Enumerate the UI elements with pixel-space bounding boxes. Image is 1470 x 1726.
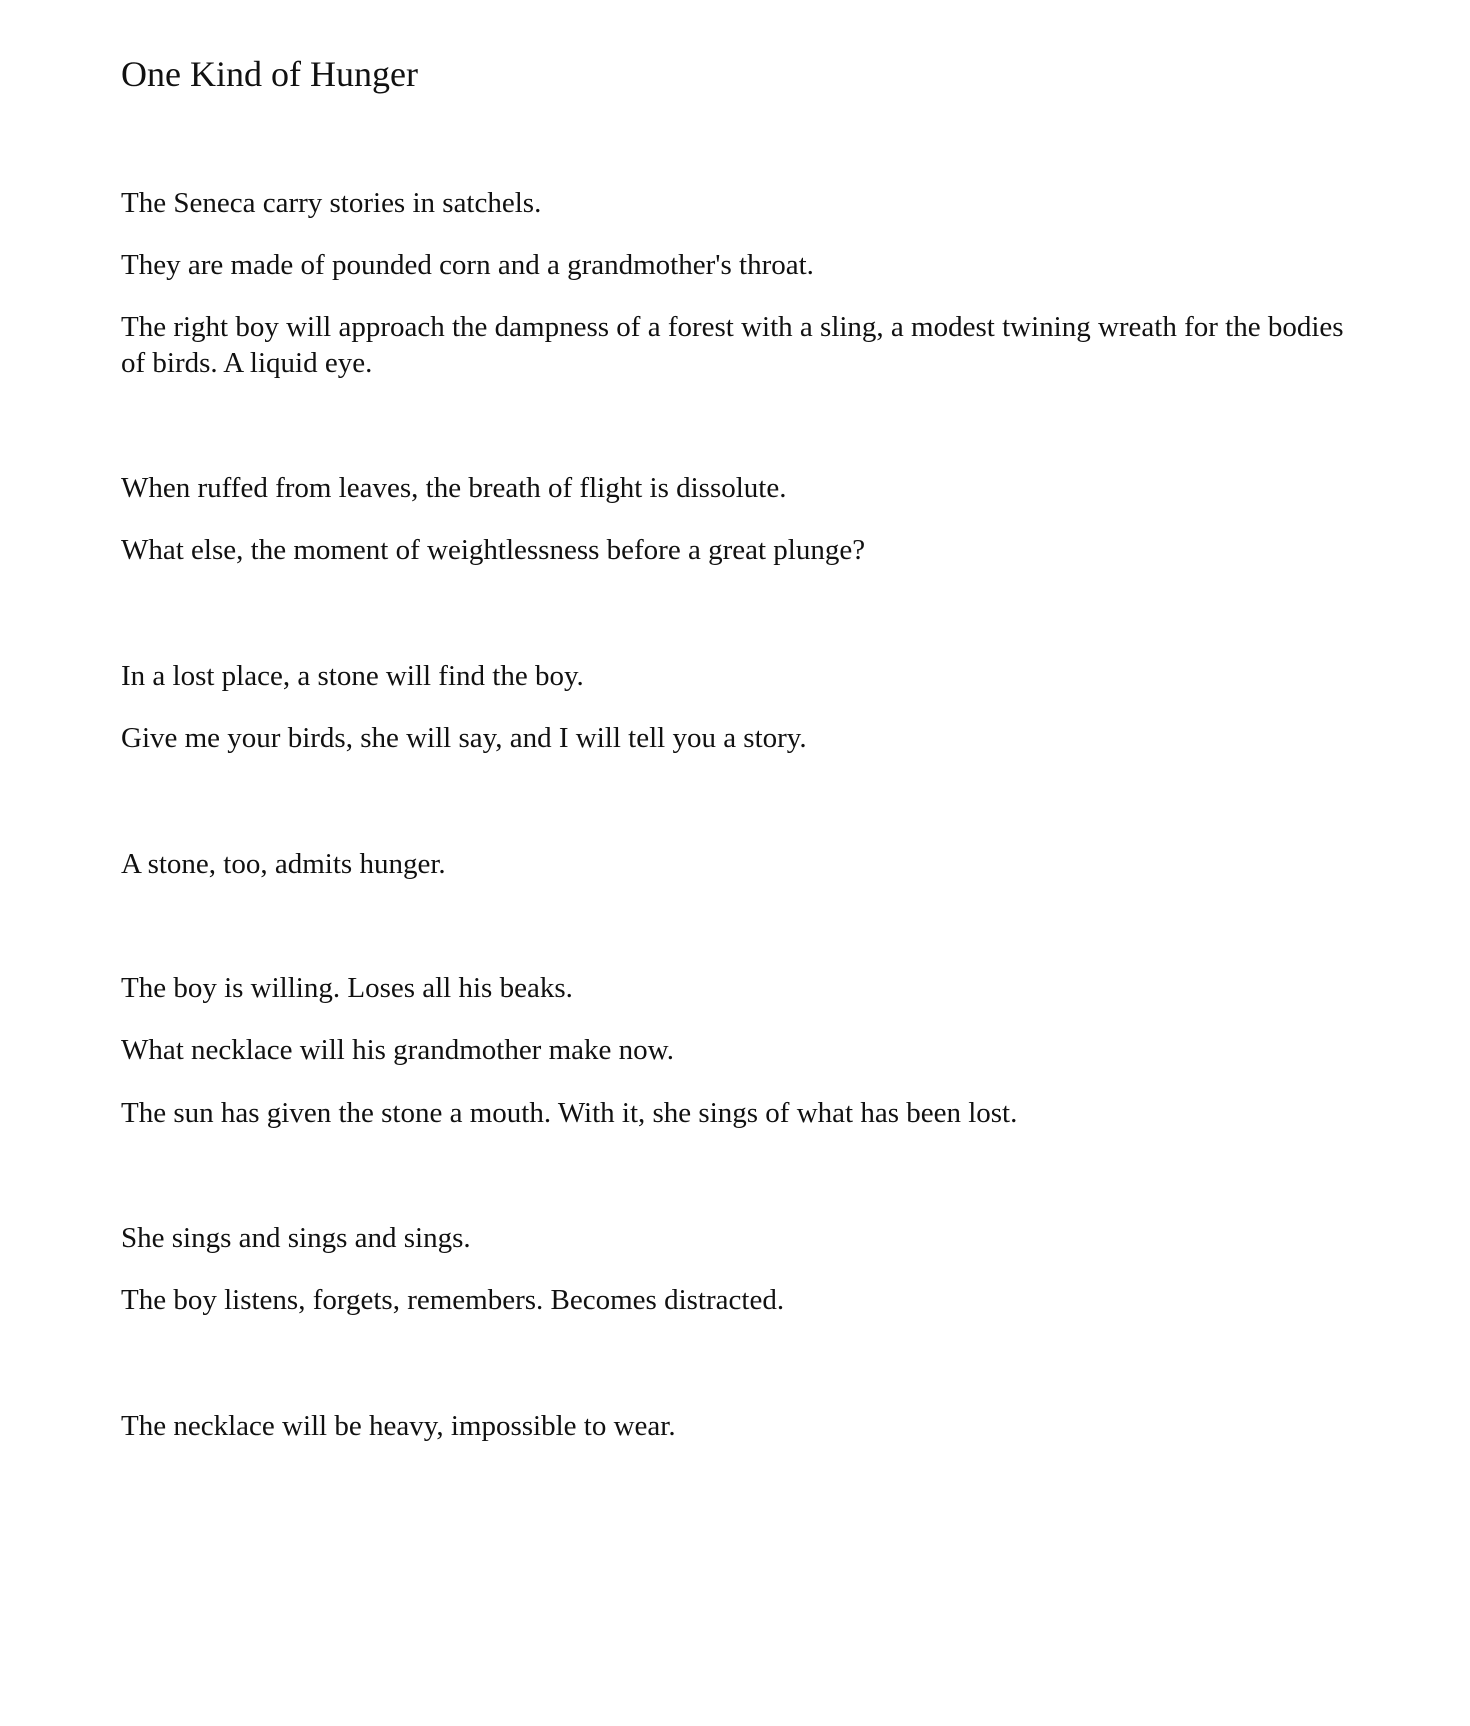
poem-line: The Seneca carry stories in satchels. — [121, 187, 542, 219]
poem-line: What else, the moment of weightlessness before a great plunge? — [121, 534, 866, 566]
poem-line: What necklace will his grandmother make now. — [121, 1034, 674, 1066]
poem-line: She sings and sings and sings. — [121, 1222, 471, 1254]
poem-line: In a lost place, a stone will find the boy. — [121, 660, 584, 692]
poem-line: A stone, too, admits hunger. — [121, 848, 446, 880]
poem-line: The sun has given the stone a mouth. With it, she sings of what has been lost. — [121, 1097, 1018, 1129]
poem-line: Give me your birds, she will say, and I will tell you a story. — [121, 722, 807, 754]
poem-line: The right boy will approach the dampness of a forest with a sling, a modest twining wreath for the bodies of birds. A liquid eye. — [121, 311, 1344, 379]
poem-line: When ruffed from leaves, the breath of flight is dissolute. — [121, 472, 787, 504]
poem-line: The boy is willing. Loses all his beaks. — [121, 972, 573, 1004]
poem-line: They are made of pounded corn and a grandmother's throat. — [121, 249, 814, 281]
poem-line: The necklace will be heavy, impossible to wear. — [121, 1410, 676, 1442]
poem-title: One Kind of Hunger — [121, 54, 418, 94]
poem-line: The boy listens, forgets, remembers. Becomes distracted. — [121, 1284, 785, 1316]
